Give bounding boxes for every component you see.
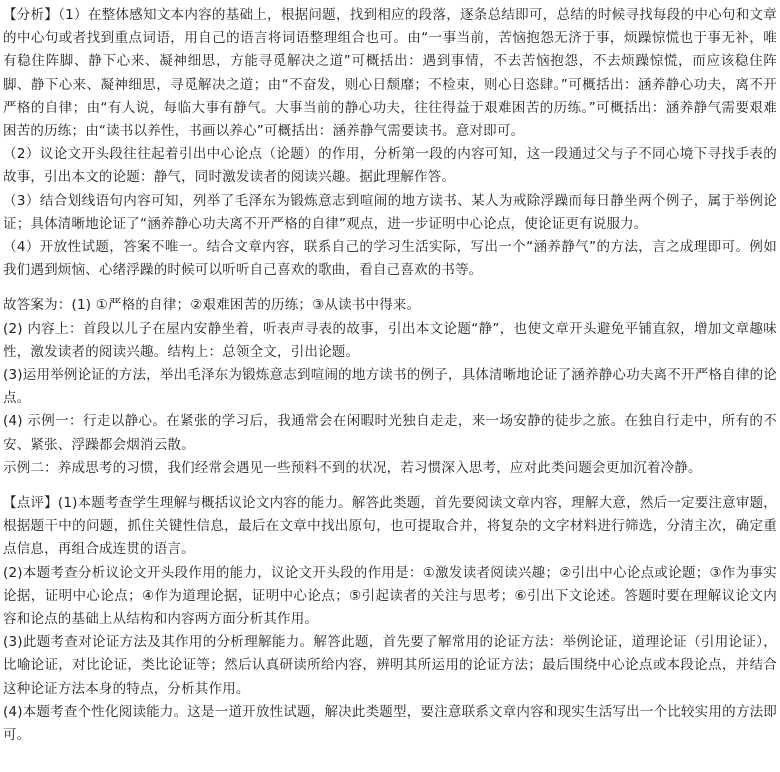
analysis-paragraph-3: （3）结合划线语句内容可知，列举了毛泽东为锻炼意志到喧闹的地方读书、某人为戒除浮躁而每日静坐两个例子，属于举例论证；具体清晰地论证了“涵养静心功夫离不开严格的自律”观点，进一步证明中心论点，使论证更有说服力。 — [3, 192, 777, 232]
comment-paragraph-1: 【点评】(1)本题考查学生理解与概括议论文内容的能力。解答此类题，首先要阅读文章内容，理解大意，然后一定要注意审题，根据题干中的问题，抓住关键性信息，最后在文章中找出原句，也可提取合并，将复杂的文字材料进行筛选，分清主次，确定重点信息，再组合成连贯的语言。 — [3, 495, 777, 558]
comment-paragraph-2: (2)本题考查分析议论文开头段作用的能力，议论文开头段的作用是：①激发读者阅读兴趣；②引出中心论点或论题；③作为事实论据，证明中心论点；④作为道理论据，证明中心论点；⑤引起读者的关注与思考；⑥引出下文论述。答题时要在理解议论文内容和论点的基础上从结构和内容两方面分析其作用。 — [3, 564, 777, 628]
answer-paragraph-3: (3)运用举例论证的方法，举出毛泽东为锻炼意志到喧闹的地方读书的例子，具体清晰地论证了涵养静心功夫离不开严格自律的论点。 — [3, 367, 777, 407]
answer-paragraph-4: (4) 示例一：行走以静心。在紧张的学习后，我通常会在闲暇时光独自走走，来一场安静的徒步之旅。在独自行走中，所有的不安、紧张、浮躁都会烟消云散。 — [3, 413, 777, 453]
answer-section — [3, 294, 777, 480]
analysis-paragraph-4: （4）开放性试题，答案不唯一。结合文章内容，联系自己的学习生活实际，写出一个“涵养静气”的方法，言之成理即可。例如我们遇到烦恼、心绪浮躁的时候可以听听自己喜欢的歌曲，看自己喜欢的书等。 — [3, 239, 777, 279]
answer-paragraph-1: 故答案为：(1) ①严格的自律；②艰难困苦的历练；③从读书中得来。 — [3, 297, 421, 314]
analysis-section — [3, 4, 777, 282]
analysis-paragraph-1: 【分析】（1）在整体感知文本内容的基础上，根据问题，找到相应的段落，逐条总结即可，总结的时候寻找每段的中心句和文章的中心句或者找到重点词语，用自己的语言将词语整理组合也可。由“一事当前，苦恼抱怨无济于事，烦躁惊慌也于事无补，唯有稳住阵脚、静下心来、凝神细思，方能寻觅解决之道”可概括出：遇到事情，不去苦恼抱怨，不去烦躁惊慌，而应该稳住阵脚、静下心来、凝神细思，寻觅解决之道；由“不奋发，则心日颓靡；不检束，则心日恣肆。”可概括出：涵养静心功夫，离不开严格的自律；由“有人说，每临大事有静气。大事当前的静心功夫，往往得益于艰难困苦的历练。”可概括出：涵养静气需要艰难困苦的历练；由“读书以养性，书画以养心”可概括出：涵养静气需要读书。意对即可。 — [3, 7, 777, 140]
answer-paragraph-5: 示例二：养成思考的习惯，我们经常会遇见一些预料不到的状况，若习惯深入思考，应对此类问题会更加沉着冷静。 — [3, 459, 702, 476]
answer-paragraph-2: (2) 内容上：首段以儿子在屋内安静坐着，听表声寻表的故事，引出本文论题“静”，也使文章开头避免平铺直叙，增加文章趣味性，激发读者的阅读兴趣。结构上：总领全文，引出论题。 — [3, 320, 777, 360]
analysis-paragraph-2: （2）议论文开头段往往起着引出中心论点（论题）的作用，分析第一段的内容可知，这一段通过父与子不同心境下寻找手表的故事，引出本文的论题：静气，同时激发读者的阅读兴趣。据此理解作答。 — [3, 146, 777, 186]
comment-paragraph-3: (3)此题考查对论证方法及其作用的分析理解能力。解答此题，首先要了解常用的论证方法：举例论证，道理论证（引用论证），比喻论证，对比论证，类比论证等；然后认真研读所给内容，辨明其所运用的论证方法；最后围绕中心论点或本段论点，并结合这种论证方法本身的特点，分析其作用。 — [3, 634, 777, 697]
comment-section — [3, 492, 777, 747]
comment-paragraph-4: (4)本题考查个性化阅读能力。这是一道开放性试题，解决此类题型，要注意联系文章内容和现实生活写出一个比较实用的方法即可。 — [3, 703, 777, 744]
